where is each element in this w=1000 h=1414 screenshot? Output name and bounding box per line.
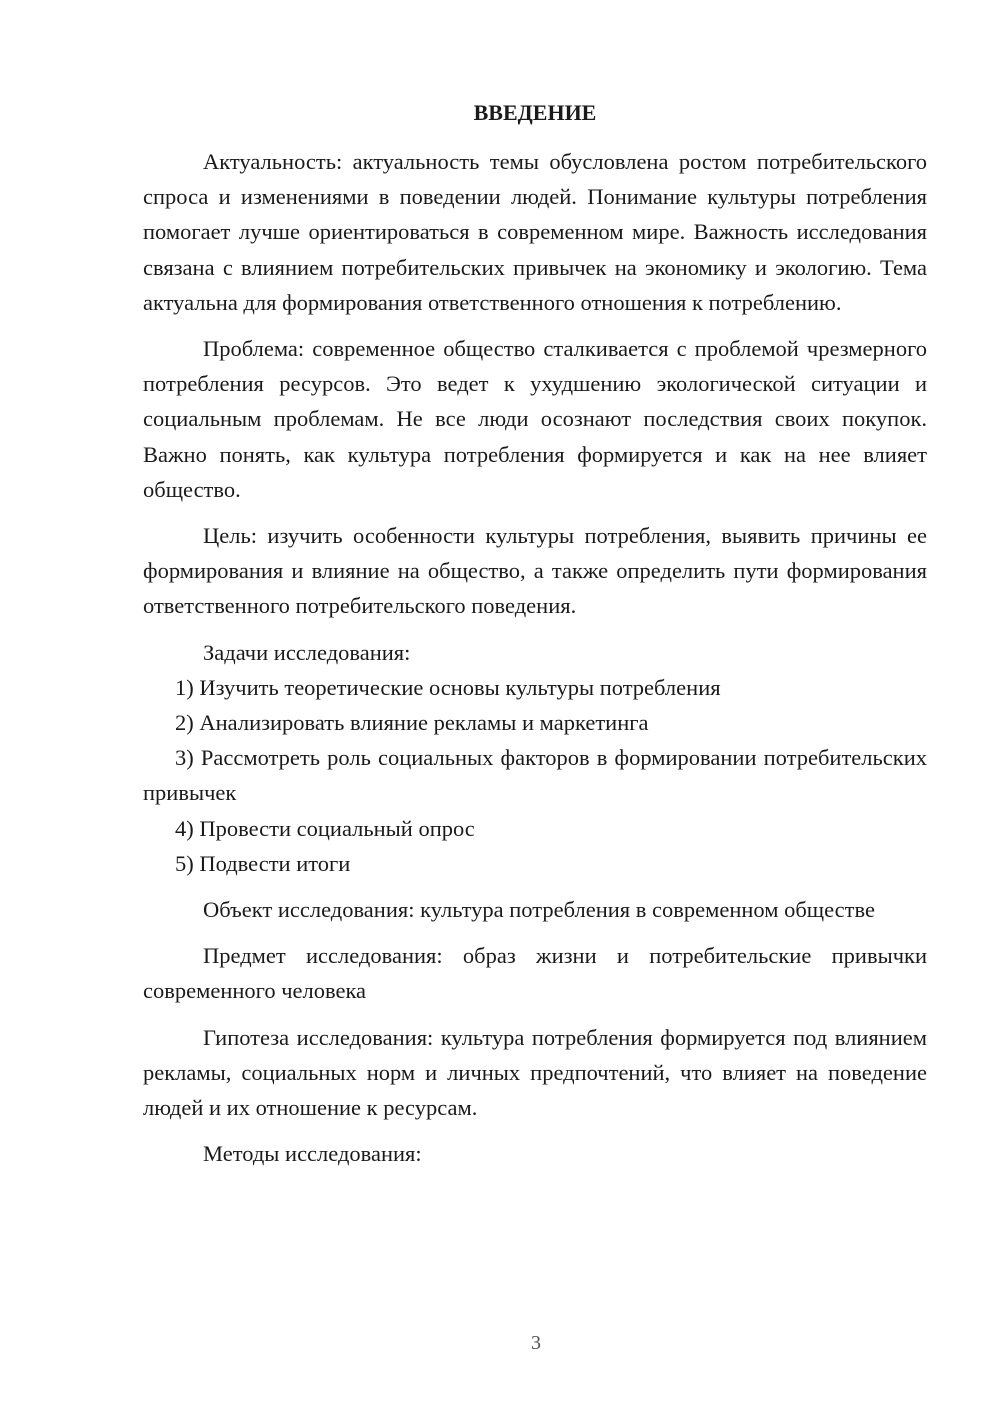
relevance-paragraph: Актуальность: актуальность темы обусловлена ростом потребительского спроса и изменениями в поведении людей. Понимание культуры потребления помогает лучше ориентироваться в современном мире. Важность исследования связана с влиянием потребительских привычек на экономику и экологию. Тема актуальна для формирования ответственного отношения к потреблению. [143,149,927,315]
task-item-5: 5) Подвести итоги [175,850,351,876]
task-item-3: 3) Рассмотреть роль социальных факторов в формировании потребительских привычек [143,745,927,806]
task-item-1: 1) Изучить теоретические основы культуры потребления [175,674,721,700]
hypothesis-paragraph: Гипотеза исследования: культура потребления формируется под влиянием рекламы, социальных норм и личных предпочтений, что влияет на поведение людей и их отношение к ресурсам. [143,1024,927,1121]
subject-paragraph: Предмет исследования: образ жизни и потребительские привычки современного человека [143,943,927,1004]
goal-paragraph: Цель: изучить особенности культуры потребления, выявить причины ее формирования и влияние на общество, а также определить пути формирования ответственного потребительского поведения. [143,523,927,619]
tasks-title: Задачи исследования: [203,639,411,665]
problem-paragraph: Проблема: современное общество сталкивается с проблемой чрезмерного потребления ресурсов. Это ведет к ухудшению экологической ситуации и социальным проблемам. Не все люди осознают последствия своих покупок. Важно понять, как культура потребления формируется и как на нее влияет общество. [143,336,927,502]
section-heading: ВВЕДЕНИЕ [473,100,597,125]
task-item-4: 4) Провести социальный опрос [175,815,475,841]
object-paragraph: Объект исследования: культура потребления в современном обществе [203,897,875,923]
page-content [143,93,927,1171]
task-item-2: 2) Анализировать влияние рекламы и маркетинга [175,710,649,736]
page-number: 3 [531,1332,541,1354]
methods-title: Методы исследования: [203,1141,422,1167]
